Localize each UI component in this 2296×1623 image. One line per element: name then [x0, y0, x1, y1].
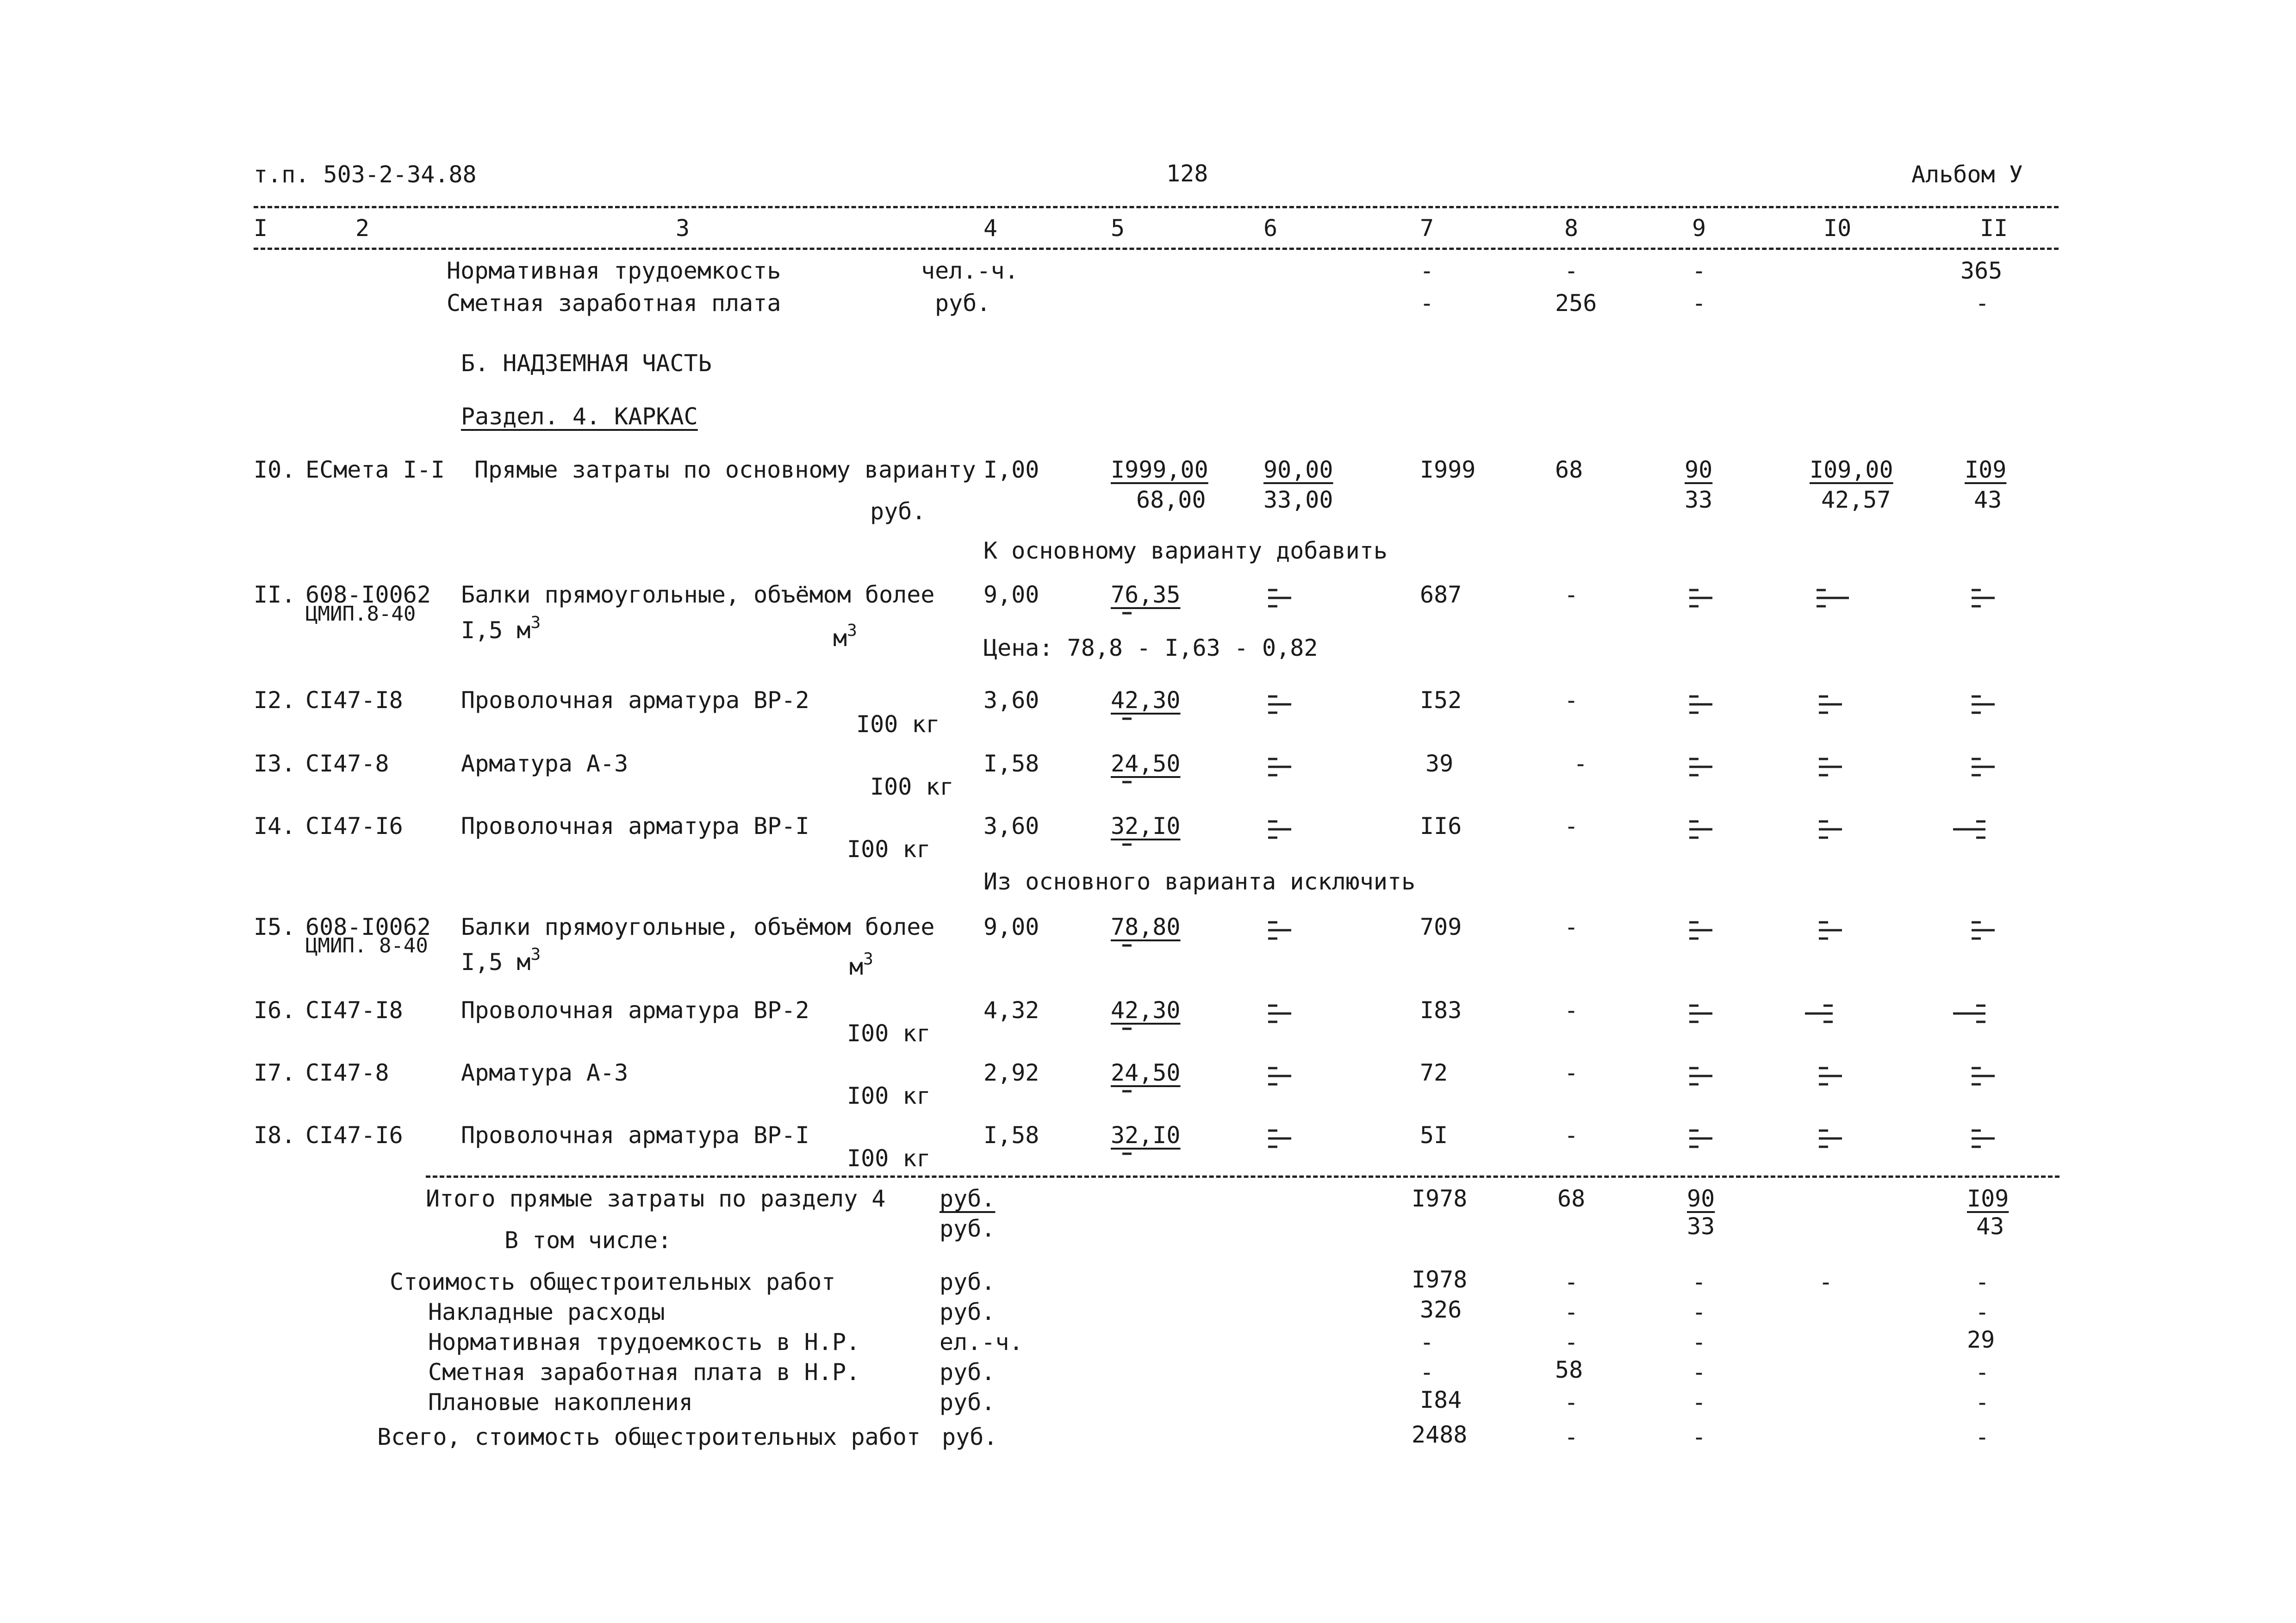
top-row-2-c9: - [1692, 290, 1706, 317]
row12-unit: I00 кг [856, 711, 940, 738]
summary-1-unit: руб. [940, 1269, 996, 1295]
summary-3-unit: ел.-ч. [940, 1329, 1023, 1356]
row10-c9-top: 90 [1685, 456, 1713, 483]
row13-unit: I00 кг [870, 773, 954, 800]
summary-2-unit: руб. [940, 1299, 996, 1325]
ditto-mark-r11-c11 [1972, 590, 1995, 606]
ditto-mark-r12-c6 [1268, 696, 1291, 713]
row17-c7: 72 [1420, 1059, 1448, 1086]
row18-num: I8. [254, 1122, 296, 1149]
summary-5-c8: - [1564, 1389, 1579, 1416]
row14-code: СI47-I6 [305, 813, 403, 839]
totals-including: В том числе: [504, 1227, 672, 1254]
row18-c5: 32,I0 [1111, 1122, 1181, 1149]
row15-num: I5. [254, 914, 296, 940]
row12-code: СI47-I8 [305, 687, 403, 714]
row14-c4: 3,60 [983, 813, 1039, 839]
row10-c11-top: I09 [1965, 456, 2007, 483]
row12-c7: I52 [1420, 687, 1462, 714]
row17-code: СI47-8 [305, 1059, 389, 1086]
summary-4-c9: - [1692, 1359, 1706, 1386]
subsection-title: Раздел. 4. КАРКАС [461, 403, 698, 430]
ditto-mark-r14-c11 [1953, 821, 1985, 838]
row11-unit: $м^3$ [833, 621, 857, 652]
row10-c4: I,00 [983, 456, 1039, 483]
summary-6-c11: - [1975, 1424, 1990, 1450]
top-row-2-c7: - [1420, 290, 1434, 317]
summary-5-c7: I84 [1420, 1387, 1462, 1413]
row16-unit: I00 кг [847, 1020, 931, 1047]
ditto-mark-r15-c6 [1268, 922, 1291, 939]
totals-name: Итого прямые затраты по разделу 4 [426, 1185, 886, 1212]
row12-c8: - [1564, 687, 1579, 714]
row10-c5-bot: 68,00 [1136, 486, 1206, 513]
row11-c8: - [1564, 581, 1579, 608]
row12-num: I2. [254, 687, 296, 714]
row15-c4: 9,00 [983, 914, 1039, 940]
summary-6-c8: - [1564, 1424, 1579, 1450]
divider-top [254, 206, 2059, 208]
row14-c8: - [1564, 813, 1579, 839]
row14-num: I4. [254, 813, 296, 839]
row10-c6-top: 90,00 [1263, 456, 1333, 483]
ditto-mark-r18-c9 [1689, 1131, 1712, 1147]
row12-name: Проволочная арматура ВР-2 [461, 687, 809, 714]
ditto-mark-r18-c6 [1268, 1131, 1291, 1147]
row11-price: Цена: 78,8 - I,63 - 0,82 [983, 634, 1318, 661]
summary-5-c9: - [1692, 1389, 1706, 1416]
row10-num: I0. [254, 456, 296, 483]
summary-3-c8: - [1564, 1329, 1579, 1356]
row13-c4: I,58 [983, 750, 1039, 777]
row16-c7: I83 [1420, 997, 1462, 1024]
divider-totals [426, 1175, 2060, 1178]
ditto-mark-r14-c6 [1268, 821, 1291, 838]
section-title: Б. НАДЗЕМНАЯ ЧАСТЬ [461, 350, 712, 377]
row14-unit: I00 кг [847, 836, 931, 863]
row14-c7: II6 [1420, 813, 1462, 839]
summary-6-name: Всего, стоимость общестроительных работ [377, 1424, 921, 1450]
row16-c4: 4,32 [983, 997, 1039, 1024]
summary-2-c7: 326 [1420, 1296, 1462, 1323]
ditto-mark-r18-c10 [1819, 1131, 1842, 1147]
row10-c10-top: I09,00 [1810, 456, 1893, 483]
row13-c5: 24,50 [1111, 750, 1181, 777]
ditto-mark-r17-c11 [1972, 1068, 1995, 1084]
row15-code2: ЦМИП. 8-40 [305, 934, 428, 958]
row16-c5: 42,30 [1111, 997, 1181, 1024]
row10-c11-bot: 43 [1974, 486, 2002, 513]
ditto-mark-r12-c11 [1972, 696, 1995, 713]
summary-4-name: Сметная заработная плата в Н.Р. [428, 1359, 860, 1386]
ditto-mark-r17-c6 [1268, 1068, 1291, 1084]
ditto-mark-r13-c9 [1689, 759, 1712, 775]
row17-c8: - [1564, 1059, 1579, 1086]
row18-c4: I,58 [983, 1122, 1039, 1149]
ditto-mark-r13-c11 [1972, 759, 1995, 775]
ditto-mark-r16-c11 [1953, 1006, 1985, 1022]
summary-1-c10: - [1819, 1269, 1833, 1295]
row12-c5: 42,30 [1111, 687, 1181, 714]
col-6: 6 [1263, 215, 1278, 242]
row15-unit: $м^3$ [849, 950, 873, 980]
summary-6-unit: руб. [942, 1424, 998, 1450]
col-11: II [1980, 215, 2008, 242]
summary-1-c7: I978 [1412, 1266, 1468, 1293]
col-7: 7 [1420, 215, 1434, 242]
row13-name: Арматура А-3 [461, 750, 628, 777]
summary-5-c11: - [1975, 1389, 1990, 1416]
summary-2-c9: - [1692, 1299, 1706, 1325]
row16-c8: - [1564, 997, 1579, 1024]
row14-c5: 32,I0 [1111, 813, 1181, 839]
top-row-1-c7: - [1420, 257, 1434, 284]
totals-c9-bot: 33 [1687, 1213, 1715, 1240]
ditto-mark-r14-c10 [1819, 821, 1842, 838]
row15-c7: 709 [1420, 914, 1462, 940]
summary-5-unit: руб. [940, 1389, 996, 1416]
totals-c7: I978 [1412, 1185, 1468, 1212]
summary-1-c9: - [1692, 1269, 1706, 1295]
summary-3-c9: - [1692, 1329, 1706, 1356]
summary-2-name: Накладные расходы [428, 1299, 665, 1325]
row18-c8: - [1564, 1122, 1579, 1149]
ditto-mark-r18-c11 [1972, 1131, 1995, 1147]
ditto-mark-r12-c10 [1819, 696, 1842, 713]
row11-name: Балки прямоугольные, объёмом более [461, 581, 935, 608]
row10-c10-bot: 42,57 [1821, 486, 1891, 513]
ditto-mark-r11-c9 [1689, 590, 1712, 606]
page-number: 128 [1166, 160, 1208, 187]
col-9: 9 [1692, 215, 1706, 242]
row16-code: СI47-I8 [305, 997, 403, 1024]
summary-1-name: Стоимость общестроительных работ [390, 1269, 836, 1295]
summary-2-c8: - [1564, 1299, 1579, 1325]
row11-c5: 76,35 [1111, 581, 1181, 608]
ditto-mark-r14-c9 [1689, 821, 1712, 838]
row18-unit: I00 кг [847, 1145, 931, 1172]
row11-name2: I,5 $м^3$ [461, 613, 541, 644]
summary-4-c8: 58 [1555, 1356, 1583, 1383]
row15-name: Балки прямоугольные, объёмом более [461, 914, 935, 940]
totals-unit: руб. [940, 1185, 996, 1212]
row11-c4: 9,00 [983, 581, 1039, 608]
ditto-mark-r16-c9 [1689, 1006, 1712, 1022]
totals-c11-top: I09 [1967, 1185, 2009, 1212]
col-5: 5 [1111, 215, 1125, 242]
summary-3-name: Нормативная трудоемкость в Н.Р. [428, 1329, 860, 1356]
top-row-1-unit: чел.-ч. [921, 257, 1019, 284]
row17-name: Арматура А-3 [461, 1059, 628, 1086]
ditto-mark-r11-c6 [1268, 590, 1291, 606]
divider-header [254, 248, 2059, 250]
row17-unit: I00 кг [847, 1082, 931, 1109]
summary-6-c9: - [1692, 1424, 1706, 1450]
ditto-mark-r15-c9 [1689, 922, 1712, 939]
row11-c7: 687 [1420, 581, 1462, 608]
row13-c7: 39 [1425, 750, 1454, 777]
row10-code: ЕСмета I-I [305, 456, 445, 483]
col-8: 8 [1564, 215, 1579, 242]
row10-c9-bot: 33 [1685, 486, 1713, 513]
ditto-mark-r11-c10 [1817, 590, 1849, 606]
row18-c7: 5I [1420, 1122, 1448, 1149]
row10-c7: I999 [1420, 456, 1476, 483]
row11-code2: ЦМИП.8-40 [305, 602, 416, 626]
totals-c11-bot: 43 [1976, 1213, 2004, 1240]
ditto-mark-r17-c10 [1819, 1068, 1842, 1084]
exclude-note: Из основного варианта исключить [983, 868, 1416, 895]
row10-c8: 68 [1555, 456, 1583, 483]
row10-unit: руб. [870, 498, 926, 525]
document-code: т.п. 503-2-34.88 [254, 161, 477, 188]
row11-num: II. [254, 581, 296, 608]
summary-5-name: Плановые накопления [428, 1389, 693, 1416]
summary-3-c7: - [1420, 1329, 1434, 1356]
row17-c5: 24,50 [1111, 1059, 1181, 1086]
row10-c5-top: I999,00 [1111, 456, 1208, 483]
row15-c5: 78,80 [1111, 914, 1181, 940]
row17-c4: 2,92 [983, 1059, 1039, 1086]
top-row-2-unit: руб. [935, 290, 991, 317]
row16-name: Проволочная арматура ВР-2 [461, 997, 809, 1024]
totals-c9-top: 90 [1687, 1185, 1715, 1212]
totals-c8: 68 [1557, 1185, 1586, 1212]
row11-code: 608-I0062 [305, 581, 431, 608]
ditto-mark-r16-c10 [1805, 1006, 1833, 1022]
ditto-mark-r13-c6 [1268, 759, 1291, 775]
summary-3-c11: 29 [1967, 1326, 1995, 1353]
col-10: I0 [1823, 215, 1852, 242]
top-row-2-name: Сметная заработная плата [447, 290, 781, 317]
add-note: К основному варианту добавить [983, 537, 1388, 564]
row10-name: Прямые затраты по основному варианту [474, 456, 976, 483]
row17-num: I7. [254, 1059, 296, 1086]
summary-1-c8: - [1564, 1269, 1579, 1295]
summary-1-c11: - [1975, 1269, 1990, 1295]
row13-code: СI47-8 [305, 750, 389, 777]
album-label: Альбом У [1911, 161, 2023, 188]
row15-code: 608-I0062 [305, 914, 431, 940]
ditto-mark-r12-c9 [1689, 696, 1712, 713]
summary-4-c11: - [1975, 1359, 1990, 1386]
row10-c6-bot: 33,00 [1263, 486, 1333, 513]
row18-code: СI47-I6 [305, 1122, 403, 1149]
top-row-2-c11: - [1975, 290, 1990, 317]
summary-4-unit: руб. [940, 1359, 996, 1386]
top-row-2-c8: 256 [1555, 290, 1597, 317]
top-row-1-c8: - [1564, 257, 1579, 284]
top-row-1-c11: 365 [1960, 257, 2003, 284]
col-4: 4 [983, 215, 998, 242]
row15-name2: I,5 $м^3$ [461, 945, 541, 976]
col-2: 2 [355, 215, 370, 242]
ditto-mark-r13-c10 [1819, 759, 1842, 775]
summary-4-c7: - [1420, 1359, 1434, 1386]
ditto-mark-r15-c11 [1972, 922, 1995, 939]
ditto-mark-r15-c10 [1819, 922, 1842, 939]
top-row-1-name: Нормативная трудоемкость [447, 257, 781, 284]
row14-name: Проволочная арматура ВР-I [461, 813, 809, 839]
row15-c8: - [1564, 914, 1579, 940]
row18-name: Проволочная арматура ВР-I [461, 1122, 809, 1149]
summary-6-c7: 2488 [1412, 1421, 1468, 1448]
totals-unit2: руб. [940, 1215, 996, 1242]
top-row-1-c9: - [1692, 257, 1706, 284]
col-1: I [254, 215, 268, 242]
row13-num: I3. [254, 750, 296, 777]
ditto-mark-r16-c6 [1268, 1006, 1291, 1022]
row12-c4: 3,60 [983, 687, 1039, 714]
row13-c8: - [1574, 750, 1588, 777]
summary-2-c11: - [1975, 1299, 1990, 1325]
col-3: 3 [676, 215, 690, 242]
ditto-mark-r17-c9 [1689, 1068, 1712, 1084]
row16-num: I6. [254, 997, 296, 1024]
